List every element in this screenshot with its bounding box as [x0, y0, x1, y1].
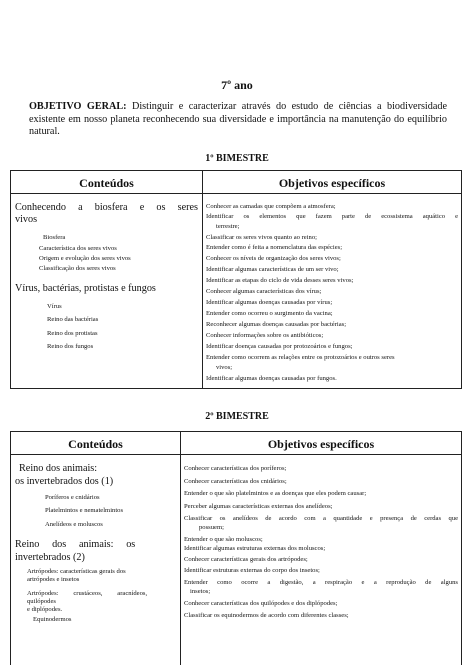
objective-item: Conhecer características dos quilópodes e dos diplópodes;: [184, 600, 338, 607]
subtopic-item: Reino dos fungos: [47, 343, 94, 350]
header-divider: [11, 193, 461, 194]
objective-item: Conhecer características dos cnidários;: [184, 478, 287, 485]
general-objective-text: Distinguir e caracterizar através do estudo de ciências a biodiversidade existente em nosso planeta reconhecendo sua diversidade e importância na manutenção do equilíbrio natural.: [29, 101, 447, 138]
subtopic-item: Reino das bactérias: [47, 316, 99, 323]
objective-item: Reconhecer algumas doenças causadas por bactérias;: [206, 321, 347, 328]
subtopic-item: Artrópodes: características gerais dos: [27, 568, 126, 575]
objective-item: Entender como ocorreu o surgimento da vacina;: [206, 310, 333, 317]
objective-item: Classificar os anelídeos de acordo com a quantidade e presença de cerdas que: [184, 515, 458, 522]
objective-item: Conhecer os níveis de organização dos seres vivos;: [206, 255, 341, 262]
subtopic-item: Equinodermos: [33, 616, 72, 623]
subtopic-item: e diplópodes.: [27, 606, 63, 613]
objective-item: Identificar as etapas do ciclo de vida desses seres vivos;: [206, 277, 354, 284]
topic-biosphere: Conhecendo a biosfera e os seres: [15, 202, 198, 213]
topic-biosphere-cont: vivos: [15, 214, 38, 225]
header-divider: [11, 454, 461, 455]
objective-item: Entender o que são platelmintos e as doenças que eles podem causar;: [184, 490, 367, 497]
subtopic-item: Platelmintos e nematelmintos: [45, 507, 124, 514]
subtopic-item: Classificação dos seres vivos: [39, 265, 116, 272]
subtopic-item: Biosfera: [43, 234, 66, 241]
subtopic-item: quilópodes: [27, 598, 56, 605]
topic-virus: Vírus, bactérias, protistas e fungos: [15, 283, 156, 294]
header-contents: Conteúdos: [79, 176, 134, 190]
header-objectives: Objetivos específicos: [278, 176, 386, 190]
column-divider: [202, 171, 203, 388]
objective-item: Entender como é feita a nomenclatura das espécies;: [206, 244, 343, 251]
subtopic-item: Poríferos e cnidários: [45, 494, 100, 501]
subtopic-item: Reino dos protistas: [47, 330, 98, 337]
objective-item: terrestre;: [216, 223, 240, 230]
subtopic-item: artrópodes e insetos: [27, 576, 80, 583]
header-contents: Conteúdos: [68, 437, 123, 451]
objective-item: insetos;: [190, 588, 211, 595]
objective-item: Identificar estruturas externas do corpo dos insetos;: [184, 567, 320, 574]
header-objectives: Objetivos específicos: [267, 437, 375, 451]
objective-item: Identificar algumas doenças causadas por vírus;: [206, 299, 333, 306]
subtopic-item: Artrópodes: crustáceos, aracnídeos,: [27, 590, 148, 597]
objective-item: Conhecer as camadas que compõem a atmosfera;: [206, 203, 336, 210]
objective-item: Entender como ocorrem as relações entre os protozoários e outros seres: [206, 354, 395, 361]
subtopic-item: Vírus: [47, 303, 62, 310]
objective-item: possuem;: [199, 524, 224, 531]
general-objective: [29, 101, 447, 139]
objective-item: Conhecer algumas características dos vírus;: [206, 288, 322, 295]
bimestre-1-title: 1º BIMESTRE: [205, 153, 269, 164]
grade-heading: 7º ano: [221, 78, 253, 92]
topic-animals-1-cont: os invertebrados dos (1): [15, 476, 114, 487]
bimestre-1-table: [10, 170, 462, 389]
objective-item: Classificar os equinodermos de acordo com diferentes classes;: [184, 612, 349, 619]
bimestre-2-title: 2º BIMESTRE: [205, 411, 269, 422]
objective-item: Classificar os seres vivos quanto ao reino;: [206, 234, 317, 241]
objective-item: Identificar algumas características de um ser vivo;: [206, 266, 339, 273]
objective-item: Conhecer informações sobre os antibióticos;: [206, 332, 324, 339]
subtopic-item: Anelídeos e moluscos: [45, 521, 103, 528]
objective-item: Perceber algumas características externas dos anelídeos;: [184, 503, 333, 510]
objective-item: Identificar algumas doenças causadas por fungos.: [206, 375, 337, 382]
subtopic-item: Característica dos seres vivos: [39, 245, 117, 252]
column-divider: [180, 432, 181, 665]
topic-animals-2: Reino dos animais: os: [15, 539, 136, 550]
objective-item: Identificar algumas estruturas externas dos moluscos;: [184, 545, 326, 552]
objective-item: Identificar os elementos que fazem parte de ecossistema aquático e: [206, 213, 458, 220]
general-objective-label: OBJETIVO GERAL:: [29, 101, 127, 112]
objective-item: Entender como ocorre a digestão, a respiração e a reprodução de alguns: [184, 579, 458, 586]
bimestre-2-table: [10, 431, 462, 665]
objective-item: Conhecer características gerais dos artrópodes;: [184, 556, 308, 563]
subtopic-item: Origem e evolução dos seres vivos: [39, 255, 131, 262]
objective-item: vivos;: [216, 364, 233, 371]
objective-item: Conhecer características dos poríferos;: [184, 465, 287, 472]
objective-item: Entender o que são moluscos;: [184, 536, 263, 543]
topic-animals-1: Reino dos animais:: [19, 463, 98, 474]
objective-item: Identificar doenças causadas por protozoários e fungos;: [206, 343, 353, 350]
topic-animals-2-cont: invertebrados (2): [15, 552, 85, 563]
